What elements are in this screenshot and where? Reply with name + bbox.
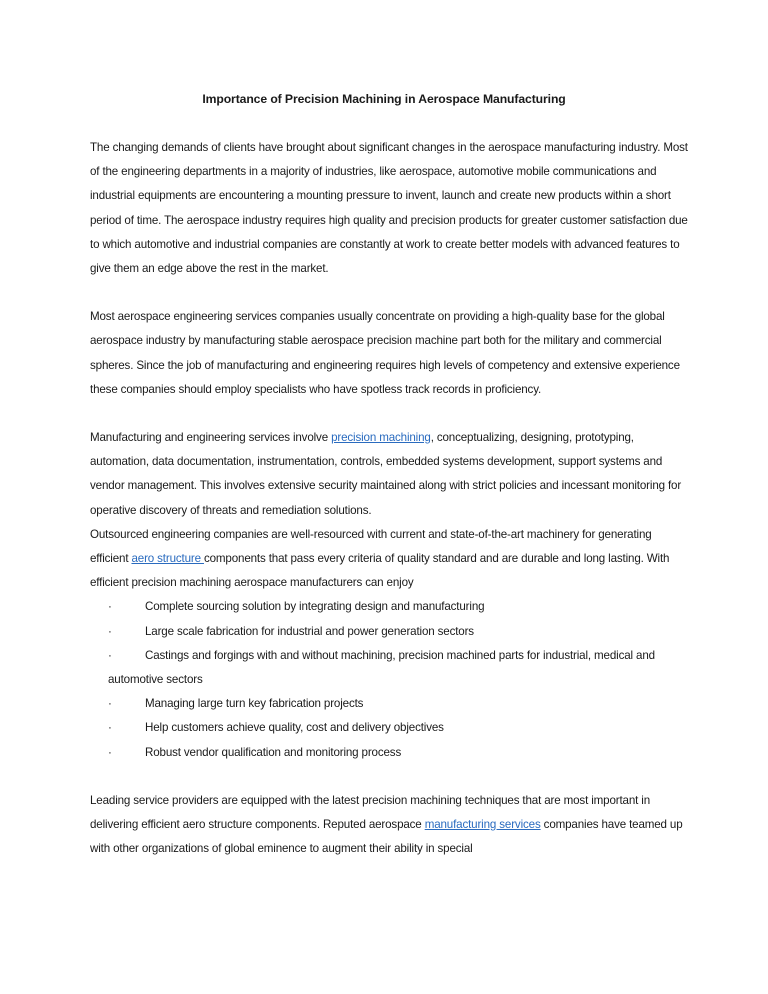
paragraph-text: Manufacturing and engineering services involve — [90, 431, 332, 445]
list-item — [90, 595, 690, 619]
paragraph-text: companies have teamed up with other organizations of global eminence to augment their ability in special — [90, 818, 683, 856]
paragraph-engineering-services: Most aerospace engineering services companies usually concentrate on providing a high-quality base for the global aerospace industry by manufacturing stable aerospace precision machine part both for the military and commercial spheres. Since the job of manufacturing and engineering requires high levels of competency and extensive experience these companies should employ specialists who have spotless track records in proficiency. — [90, 310, 680, 396]
list-item — [90, 620, 690, 644]
list-item — [90, 741, 690, 765]
paragraph-outsourced — [90, 523, 690, 596]
paragraph-text: Leading service providers are equipped with the latest precision machining techniques that are most important in delivering efficient aero structure components. Reputed aerospace — [90, 793, 650, 832]
list-item — [90, 692, 690, 716]
bullet-icon: · — [108, 697, 112, 711]
bullet-icon: · — [108, 745, 112, 759]
list-item — [90, 716, 690, 740]
list-item-text: Complete sourcing solution by integrating design and manufacturing — [145, 600, 485, 614]
benefits-list — [90, 595, 690, 764]
precision-machining-link[interactable]: precision machining — [331, 431, 431, 445]
paragraph-gap — [90, 402, 690, 426]
document-body — [90, 136, 690, 861]
paragraph-text: components that pass every criteria of quality standard and are durable and long lasting. With efficient precision machining aerospace manufacturers can enjoy — [90, 552, 670, 590]
paragraph-text: Outsourced engineering companies are well-resourced with current and state-of-the-art machinery for generating efficient — [90, 527, 652, 566]
paragraph-intro: The changing demands of clients have brought about significant changes in the aerospace manufacturing industry. Most of the engineering departments in a majority of industries, like aerospace, automotive mobile communications and industrial equipments are encountering a mounting pressure to invent, launch and create new products within a short period of time. The aerospace industry requires high quality and precision products for greater customer satisfaction due to which automotive and industrial companies are constantly at work to create better models with advanced features to give them an edge above the rest in the market. — [90, 141, 688, 276]
manufacturing-services-link[interactable]: manufacturing services — [424, 818, 541, 832]
bullet-icon: · — [108, 600, 112, 614]
paragraph-services-involve — [90, 426, 690, 523]
bullet-icon: · — [108, 624, 112, 638]
list-item: · Castings and forgings with and without machining, precision machined parts for industrial, medical and automotive sectors — [108, 648, 655, 687]
aero-structure-link[interactable]: aero structure — [131, 552, 204, 566]
paragraph-service-providers — [90, 789, 690, 862]
list-item-text: Managing large turn key fabrication projects — [145, 697, 364, 711]
paragraph-gap — [90, 281, 690, 305]
list-item-text: Help customers achieve quality, cost and delivery objectives — [145, 721, 444, 735]
paragraph-text: , conceptualizing, designing, prototyping, automation, data documentation, instrumentation, controls, embedded systems development, support systems and vendor management. This involves extensive security maintained along with strict policies and incessant monitoring for operative discovery of threats and remediation solutions. — [90, 431, 682, 517]
paragraph-gap — [90, 765, 690, 789]
list-item-text: Castings and forgings with and without machining, precision machined parts for industrial, medical and automotive sectors — [108, 648, 655, 687]
list-item-text: Large scale fabrication for industrial and power generation sectors — [145, 624, 474, 638]
list-item-text: Robust vendor qualification and monitoring process — [145, 745, 402, 759]
document-title: Importance of Precision Machining in Aerospace Manufacturing — [202, 92, 566, 106]
bullet-icon: · — [108, 721, 112, 735]
